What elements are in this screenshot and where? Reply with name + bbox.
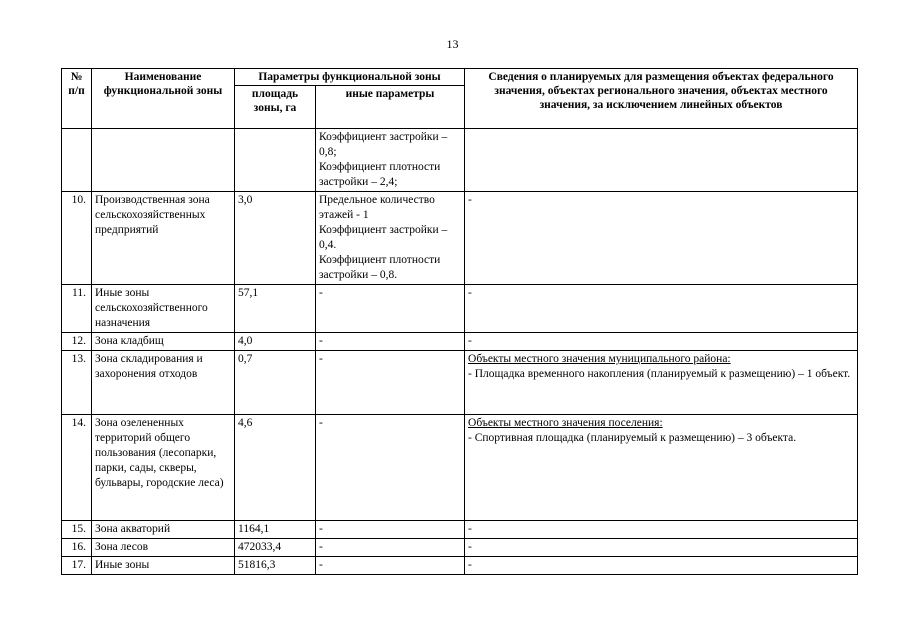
row-number <box>62 129 92 192</box>
param-line: - <box>319 287 323 299</box>
other-params <box>316 415 465 521</box>
row-number: 17. <box>62 557 92 575</box>
param-line: - <box>319 353 323 365</box>
planned-objects <box>465 415 858 521</box>
table-row <box>62 351 858 415</box>
zone-area: 1164,1 <box>235 521 316 539</box>
planned-objects <box>465 129 858 192</box>
param-line: - <box>319 559 323 571</box>
table-row <box>62 557 858 575</box>
other-params <box>316 129 465 192</box>
other-params <box>316 539 465 557</box>
zone-name: Зона акваторий <box>92 521 235 539</box>
zone-name: Зона озелененных территорий общего пользования (лесопарки, парки, сады, скверы, бульвары, городские леса) <box>92 415 235 521</box>
other-params <box>316 192 465 285</box>
row-number: 10. <box>62 192 92 285</box>
table-row <box>62 333 858 351</box>
functional-zones-table <box>61 68 858 575</box>
other-params <box>316 351 465 415</box>
planned-objects <box>465 333 858 351</box>
param-line: Коэффициент плотности застройки – 2,4; <box>319 161 441 188</box>
planned-objects <box>465 351 858 415</box>
row-number: 12. <box>62 333 92 351</box>
planned-objects-text: - <box>468 523 472 535</box>
row-number: 14. <box>62 415 92 521</box>
other-params <box>316 333 465 351</box>
zone-name: Иные зоны сельскохозяйственного назначения <box>92 285 235 333</box>
header-area: площадь зоны, га <box>235 86 316 129</box>
planned-objects <box>465 521 858 539</box>
planned-objects-text: - Площадка временного накопления (планируемый к размещению) – 1 объект. <box>468 368 851 380</box>
header-params-group: Параметры функциональной зоны <box>235 69 465 86</box>
planned-objects <box>465 557 858 575</box>
zone-name: Иные зоны <box>92 557 235 575</box>
planned-objects-text: - <box>468 287 472 299</box>
zone-area: 0,7 <box>235 351 316 415</box>
param-line: Коэффициент застройки – 0,4. <box>319 224 448 251</box>
zone-name: Зона лесов <box>92 539 235 557</box>
zone-name: Зона складирования и захоронения отходов <box>92 351 235 415</box>
zone-area: 4,0 <box>235 333 316 351</box>
param-line: - <box>319 541 323 553</box>
planned-objects-text: - Спортивная площадка (планируемый к размещению) – 3 объекта. <box>468 432 797 444</box>
planned-objects-text: - <box>468 335 472 347</box>
zone-name: Зона кладбищ <box>92 333 235 351</box>
zone-area: 3,0 <box>235 192 316 285</box>
planned-objects-text: - <box>468 559 472 571</box>
param-line: Предельное количество этажей - 1 <box>319 194 435 221</box>
zone-name: Производственная зона сельскохозяйственных предприятий <box>92 192 235 285</box>
table-header <box>62 69 858 129</box>
header-num: № п/п <box>62 69 92 129</box>
planned-objects-category: Объекты местного значения муниципального района: <box>468 353 731 365</box>
planned-objects <box>465 285 858 333</box>
zone-area: 472033,4 <box>235 539 316 557</box>
other-params <box>316 285 465 333</box>
page-number: 13 <box>446 37 459 51</box>
other-params <box>316 521 465 539</box>
other-params <box>316 557 465 575</box>
zone-name <box>92 129 235 192</box>
table-row <box>62 539 858 557</box>
zone-area: 57,1 <box>235 285 316 333</box>
param-line: - <box>319 335 323 347</box>
planned-objects <box>465 192 858 285</box>
zone-area: 4,6 <box>235 415 316 521</box>
header-other-params: иные параметры <box>316 86 465 129</box>
header-planned-objects: Сведения о планируемых для размещения объектах федерального значения, объектах регионального значения, объектах местного значения, за исключением линейных объектов <box>465 69 858 129</box>
row-number: 13. <box>62 351 92 415</box>
table-row <box>62 285 858 333</box>
param-line: - <box>319 523 323 535</box>
planned-objects-text: - <box>468 194 472 206</box>
table-row <box>62 129 858 192</box>
row-number: 11. <box>62 285 92 333</box>
row-number: 15. <box>62 521 92 539</box>
zone-area: 51816,3 <box>235 557 316 575</box>
table-row <box>62 521 858 539</box>
table-row <box>62 415 858 521</box>
header-zone-name: Наименование функциональной зоны <box>92 69 235 129</box>
planned-objects-text: - <box>468 541 472 553</box>
param-line: Коэффициент застройки – 0,8; <box>319 131 448 158</box>
table-row <box>62 192 858 285</box>
planned-objects-category: Объекты местного значения поселения: <box>468 417 663 429</box>
row-number: 16. <box>62 539 92 557</box>
param-line: Коэффициент плотности застройки – 0,8. <box>319 254 441 281</box>
table-body <box>62 129 858 575</box>
planned-objects <box>465 539 858 557</box>
param-line: - <box>319 417 323 429</box>
zone-area <box>235 129 316 192</box>
